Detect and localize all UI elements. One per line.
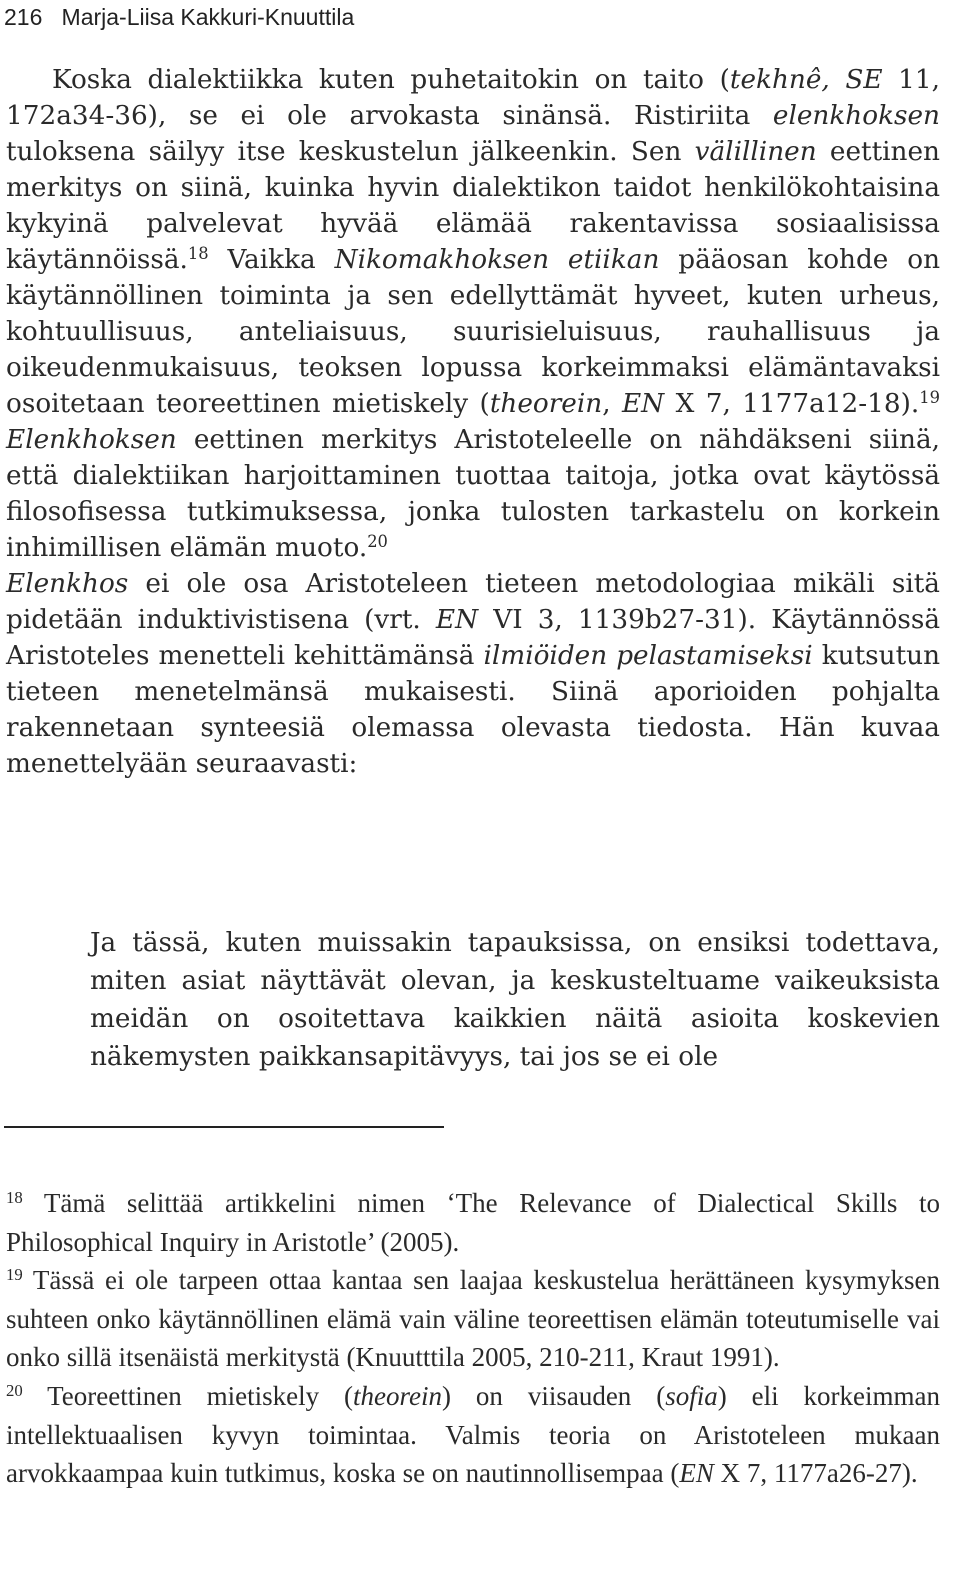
footnotes: [6, 1184, 940, 1493]
quote-text: Ja tässä, kuten muissakin tapauksissa, on ensiksi todettava, miten asiat näyttävät olevan, ja keskusteltuame vaikeuksista meidän on osoitettava kaikkien näitä asioita koskevien näkemysten paikkansapitävyys, tai jos se ei ole: [90, 928, 940, 1072]
paragraph-2: [6, 566, 940, 782]
italic-term: EN: [435, 605, 479, 635]
italic-term: Elenkhoksen: [6, 425, 177, 455]
footnote-number: 18: [6, 1187, 23, 1207]
italic-term: EN: [679, 1458, 714, 1489]
italic-term: Nikomakhoksen etiikan: [334, 245, 660, 275]
italic-term: theorein: [353, 1380, 442, 1411]
footnote-text: Tämä selittää artikkelini nimen ‘The Relevance of Dialectical Skills to Philosophical Inquiry in Aristotle’ (2005).: [6, 1188, 940, 1257]
italic-term: välillinen: [694, 137, 817, 167]
footnote-separator: [4, 1126, 444, 1128]
text-run: ) on viisauden (: [442, 1380, 666, 1411]
text-run: X 7, 1177a26-27).: [713, 1458, 918, 1489]
text-run: pääosan kohde on käytännöllinen toiminta ja sen edellyttämät hyveet, kuten urheus, kohtuullisuus, anteliaisuus, suurisieluisuus, rauhallisuus ja oikeudenmukaisuus, teoksen lopussa korkeimmaksi elämäntavaksi osoitetaan teoreettinen mietiskely (: [6, 245, 941, 419]
footnote-19: [6, 1261, 940, 1377]
footnote-text: Tässä ei ole tarpeen ottaa kantaa sen laajaa keskustelua herättäneen kysymyksen suhteen onko käytännöllinen elämä vain väline teoreettisen elämän toteutumiselle vai onko sillä itsenäistä merkitystä (Knuutttila 2005, 210-211, Kraut 1991).: [6, 1265, 940, 1373]
text-run: ei ole osa Aristoteleen tieteen metodologiaa mikäli sitä pidetään induktivistisena (vrt.: [6, 569, 940, 635]
italic-term: tekhnê, SE: [729, 65, 883, 95]
footnote-20: [6, 1377, 940, 1493]
text-run: X 7, 1177a12-18).: [664, 389, 920, 419]
italic-term: sofia: [665, 1380, 718, 1411]
italic-term: theorein: [489, 389, 603, 419]
block-quote: [90, 924, 940, 1076]
text-run: eettinen merkitys Aristoteleelle on nähdäkseni siinä, että dialektiikan harjoittaminen tuottaa taitoja, jotka ovat käytössä filosofisessa tutkimuksessa, jonka tulosten tarkastelu on korkein inhimillisen elämän muoto.: [6, 425, 940, 563]
text-run: ,: [602, 389, 622, 419]
text-run: tuloksena säilyy itse keskustelun jälkeenkin. Sen: [6, 137, 695, 167]
italic-term: EN: [621, 389, 665, 419]
footnote-ref-20[interactable]: 20: [367, 532, 388, 552]
text-run: VI 3, 1139b27-31). Käytännössä Aristoteles menetteli kehittämänsä: [6, 605, 940, 671]
text-run: Teoreettinen mietiskely (: [22, 1380, 354, 1411]
text-run: Koska dialektiikka kuten puhetaitokin on taito (: [52, 65, 730, 95]
text-run: eettinen merkitys on siinä, kuinka hyvin dialektikon taidot henkilökohtaisina kykyinä palvelevat hyvää elämää rakentavissa sosiaalisissa käytännöissä.: [6, 137, 940, 275]
footnote-number: 20: [6, 1380, 23, 1400]
italic-term: elenkhoksen: [772, 101, 940, 131]
text-run: Vaikka: [208, 245, 335, 275]
footnote-18: [6, 1184, 940, 1261]
footnote-number: 19: [6, 1264, 23, 1284]
main-text: [6, 62, 940, 782]
text-run: ) eli korkeimman intellektuaalisen kyvyn toimintaa. Valmis teoria on Aristoteleen mukaan arvokkaampaa kuin tutkimus, koska se on nautinnollisempaa (: [6, 1380, 940, 1489]
italic-term: ilmiöiden pelastamiseksi: [483, 641, 813, 671]
text-run: kutsutun tieteen menetelmänsä mukaisesti. Siinä aporioiden pohjalta rakennetaan synteesiä olemassa olevasta tiedosta. Hän kuvaa menettelyään seuraavasti:: [6, 641, 941, 779]
italic-term: Elenkhos: [6, 569, 129, 599]
text-run: 11, 172a34-36), se ei ole arvokasta sinänsä. Ristiriita: [6, 65, 940, 131]
running-header: [4, 2, 354, 32]
paragraph-1: [6, 62, 940, 566]
footnote-ref-19[interactable]: 19: [919, 388, 941, 408]
footnote-ref-18[interactable]: 18: [187, 244, 209, 264]
header-author: Marja-Liisa Kakkuri-Knuuttila: [61, 4, 355, 30]
page-number: 216: [4, 4, 43, 30]
